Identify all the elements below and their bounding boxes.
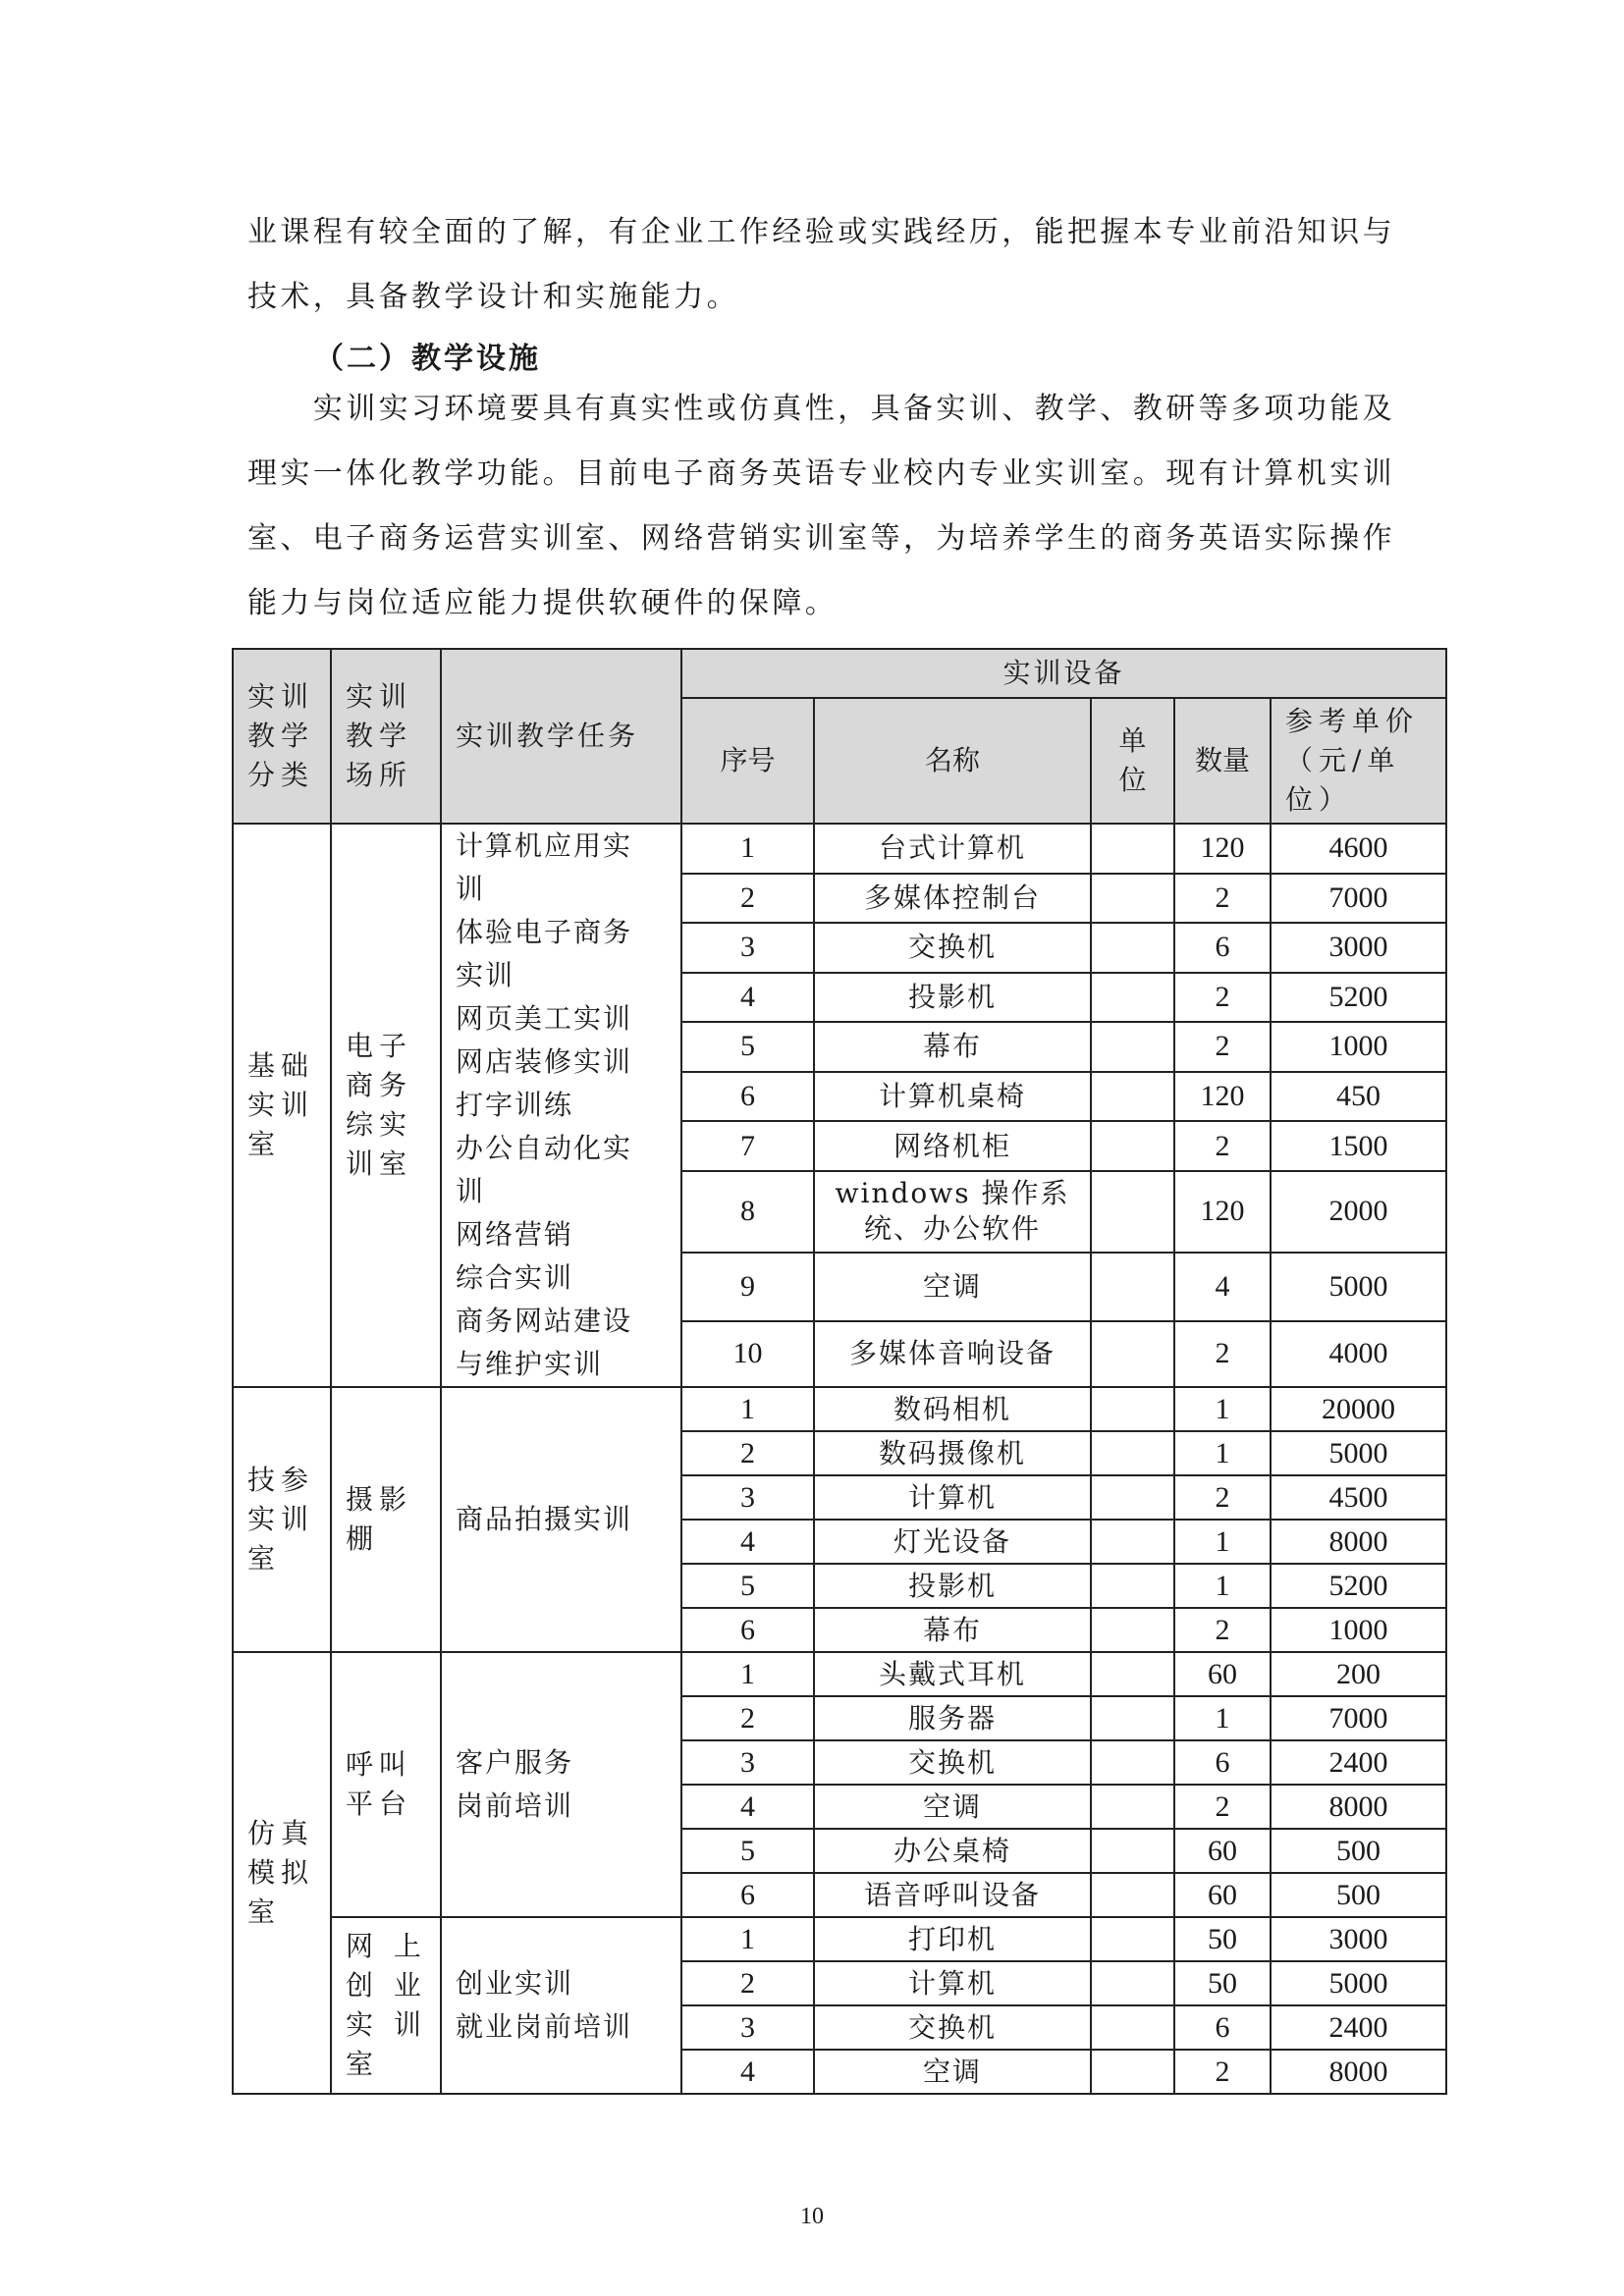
task-cell-line: 打字训练 [456, 1089, 574, 1121]
seq-cell: 5 [681, 1022, 814, 1072]
venue-cell-line: 网 上 [346, 1930, 427, 1962]
price-cell: 4000 [1271, 1321, 1446, 1387]
name-cell: 服务器 [814, 1696, 1091, 1740]
unit-cell [1091, 1917, 1174, 1961]
task-cell [441, 824, 681, 1387]
paragraph-line: 室、电子商务运营实训室、网络营销实训室等，为培养学生的商务英语实际操作 [247, 521, 1395, 556]
price-cell: 200 [1271, 1652, 1446, 1696]
seq-cell: 6 [681, 1873, 814, 1917]
qty-cell: 120 [1174, 1072, 1271, 1122]
qty-cell: 1 [1174, 1696, 1271, 1740]
name-cell: 计算机桌椅 [814, 1072, 1091, 1122]
price-cell: 5000 [1271, 1431, 1446, 1475]
price-cell: 3000 [1271, 923, 1446, 973]
price-cell: 20000 [1271, 1387, 1446, 1431]
price-cell: 5000 [1271, 1253, 1446, 1321]
price-cell: 450 [1271, 1072, 1446, 1122]
name-cell: 多媒体音响设备 [814, 1321, 1091, 1387]
seq-cell: 7 [681, 1121, 814, 1171]
header-venue-line: 实训 [346, 680, 413, 713]
category-cell [233, 824, 331, 1387]
name-cell: windows 操作系统、办公软件 [814, 1171, 1091, 1253]
qty-cell: 2 [1174, 1121, 1271, 1171]
venue-cell-line: 训室 [346, 1148, 413, 1180]
task-cell-line: 与维护实训 [456, 1348, 604, 1380]
qty-cell: 50 [1174, 1961, 1271, 2005]
unit-cell [1091, 1652, 1174, 1696]
seq-cell: 1 [681, 1917, 814, 1961]
task-cell-text [456, 825, 680, 1386]
qty-cell: 60 [1174, 1652, 1271, 1696]
price-cell: 8000 [1271, 1785, 1446, 1829]
unit-cell [1091, 1564, 1174, 1608]
seq-cell: 1 [681, 1652, 814, 1696]
qty-cell: 1 [1174, 1431, 1271, 1475]
paragraph-line: 能力与岗位适应能力提供软硬件的保障。 [247, 586, 839, 620]
venue-cell-line: 综实 [346, 1108, 413, 1141]
seq-cell: 4 [681, 2050, 814, 2094]
seq-cell: 8 [681, 1171, 814, 1253]
task-cell-text [456, 1962, 680, 2049]
seq-cell: 2 [681, 1431, 814, 1475]
price-cell: 5200 [1271, 1564, 1446, 1608]
task-cell-line: 岗前培训 [456, 1789, 574, 1822]
header-row [233, 649, 1446, 698]
name-cell: 打印机 [814, 1917, 1091, 1961]
task-cell [441, 1387, 681, 1652]
venue-cell-line: 摄影 [346, 1483, 413, 1516]
page-number: 10 [800, 2204, 824, 2229]
seq-cell: 6 [681, 1608, 814, 1652]
paragraph-line: 技术，具备教学设计和实施能力。 [247, 280, 739, 314]
task-cell-line: 训 [456, 873, 486, 905]
name-cell: 交换机 [814, 2005, 1091, 2050]
task-cell-line: 商品拍摄实训 [456, 1503, 633, 1535]
qty-cell: 2 [1174, 1785, 1271, 1829]
qty-cell: 2 [1174, 2050, 1271, 2094]
header-name: 名称 [814, 698, 1091, 824]
venue-cell [331, 1387, 441, 1652]
category-cell-line: 实训 [247, 1089, 315, 1121]
table-row [233, 1387, 1446, 1431]
venue-cell-line: 棚 [346, 1522, 380, 1555]
qty-cell: 60 [1174, 1829, 1271, 1873]
seq-cell: 2 [681, 1961, 814, 2005]
name-cell: 投影机 [814, 1564, 1091, 1608]
name-cell: 网络机柜 [814, 1121, 1091, 1171]
price-cell: 8000 [1271, 2050, 1446, 2094]
venue-cell-line: 呼叫 [346, 1748, 413, 1781]
task-cell-line: 实训 [456, 959, 515, 991]
name-cell: 多媒体控制台 [814, 874, 1091, 924]
price-cell: 8000 [1271, 1520, 1446, 1564]
name-cell: 灯光设备 [814, 1520, 1091, 1564]
venue-cell [331, 1917, 441, 2094]
qty-cell: 2 [1174, 973, 1271, 1023]
header-venue-text [346, 677, 440, 795]
unit-cell [1091, 923, 1174, 973]
name-cell: 办公桌椅 [814, 1829, 1091, 1873]
paragraph-line: 业课程有较全面的了解，有企业工作经验或实践经历，能把握本专业前沿知识与 [247, 215, 1395, 249]
name-cell: 投影机 [814, 973, 1091, 1023]
price-cell: 2400 [1271, 1740, 1446, 1785]
category-cell-line: 模拟 [247, 1856, 315, 1889]
qty-cell: 60 [1174, 1873, 1271, 1917]
header-price-line: 参考单价 [1285, 705, 1420, 737]
unit-cell [1091, 824, 1174, 874]
unit-cell [1091, 1022, 1174, 1072]
price-cell: 4500 [1271, 1475, 1446, 1520]
category-cell [233, 1387, 331, 1652]
name-cell: 交换机 [814, 1740, 1091, 1785]
venue-cell-text [346, 1745, 440, 1824]
task-cell-line: 网页美工实训 [456, 1002, 633, 1035]
header-task: 实训教学任务 [441, 649, 681, 824]
header-category-line: 教学 [247, 720, 315, 752]
unit-cell [1091, 1475, 1174, 1520]
seq-cell: 3 [681, 2005, 814, 2050]
header-category-text [247, 677, 330, 795]
qty-cell: 6 [1174, 923, 1271, 973]
qty-cell: 2 [1174, 1321, 1271, 1387]
table-row [233, 824, 1446, 874]
name-cell: 空调 [814, 1253, 1091, 1321]
price-cell: 7000 [1271, 874, 1446, 924]
venue-cell [331, 824, 441, 1387]
task-cell-line: 商务网站建设 [456, 1305, 633, 1337]
qty-cell: 2 [1174, 1022, 1271, 1072]
category-cell-line: 室 [247, 1896, 282, 1928]
seq-cell: 9 [681, 1253, 814, 1321]
venue-cell-line: 实 训 [346, 2008, 427, 2041]
category-cell-text [247, 1046, 330, 1164]
unit-cell [1091, 1740, 1174, 1785]
venue-cell-line: 电子 [346, 1030, 413, 1062]
unit-cell [1091, 2005, 1174, 2050]
unit-cell [1091, 1520, 1174, 1564]
table-row [233, 1652, 1446, 1696]
price-cell: 1000 [1271, 1608, 1446, 1652]
seq-cell: 10 [681, 1321, 814, 1387]
price-cell: 4600 [1271, 824, 1446, 874]
seq-cell: 5 [681, 1829, 814, 1873]
qty-cell: 1 [1174, 1387, 1271, 1431]
name-cell: 头戴式耳机 [814, 1652, 1091, 1696]
unit-cell [1091, 1873, 1174, 1917]
header-qty: 数量 [1174, 698, 1271, 824]
seq-cell: 4 [681, 1785, 814, 1829]
price-cell: 2400 [1271, 2005, 1446, 2050]
venue-cell-text [346, 1027, 440, 1184]
price-cell: 7000 [1271, 1696, 1446, 1740]
unit-cell [1091, 1961, 1174, 2005]
category-cell-line: 室 [247, 1542, 282, 1575]
task-cell-line: 综合实训 [456, 1261, 574, 1294]
seq-cell: 3 [681, 923, 814, 973]
unit-cell [1091, 1387, 1174, 1431]
name-cell: 计算机 [814, 1961, 1091, 2005]
name-cell: 幕布 [814, 1608, 1091, 1652]
qty-cell: 6 [1174, 1740, 1271, 1785]
paragraph-line: 实训实习环境要具有真实性或仿真性，具备实训、教学、教研等多项功能及 [247, 392, 1395, 426]
qty-cell: 1 [1174, 1564, 1271, 1608]
unit-cell [1091, 1829, 1174, 1873]
category-cell-line: 室 [247, 1128, 282, 1160]
venue-cell-line: 创 业 [346, 1969, 427, 2002]
task-cell [441, 1652, 681, 1917]
header-seq: 序号 [681, 698, 814, 824]
header-category [233, 649, 331, 824]
name-cell: 交换机 [814, 923, 1091, 973]
price-cell: 1000 [1271, 1022, 1446, 1072]
task-cell-line: 客户服务 [456, 1746, 574, 1779]
name-cell: 语音呼叫设备 [814, 1873, 1091, 1917]
qty-cell: 50 [1174, 1917, 1271, 1961]
paragraph-line: 理实一体化教学功能。目前电子商务英语专业校内专业实训室。现有计算机实训 [247, 456, 1395, 491]
unit-cell [1091, 874, 1174, 924]
header-venue-line: 场所 [346, 759, 413, 791]
category-cell-text [247, 1814, 330, 1932]
task-cell-line: 训 [456, 1175, 486, 1207]
equipment-table [232, 648, 1447, 2095]
name-cell: 空调 [814, 1785, 1091, 1829]
header-price-text [1285, 702, 1445, 820]
name-cell: 数码相机 [814, 1387, 1091, 1431]
table-row [233, 1917, 1446, 1961]
task-cell-line: 网店装修实训 [456, 1045, 633, 1078]
venue-cell-text [346, 1480, 440, 1559]
seq-cell: 6 [681, 1072, 814, 1122]
category-cell-line: 实训 [247, 1503, 315, 1535]
task-cell-line: 计算机应用实 [456, 829, 633, 862]
unit-cell [1091, 1696, 1174, 1740]
venue-cell [331, 1652, 441, 1917]
name-cell: 计算机 [814, 1475, 1091, 1520]
unit-cell [1091, 973, 1174, 1023]
seq-cell: 2 [681, 874, 814, 924]
category-cell-line: 技参 [247, 1464, 315, 1496]
header-price-line: （元/单 [1285, 744, 1401, 776]
task-cell-line: 体验电子商务 [456, 916, 633, 948]
name-cell: 空调 [814, 2050, 1091, 2094]
qty-cell: 120 [1174, 824, 1271, 874]
price-cell: 5200 [1271, 973, 1446, 1023]
price-cell: 2000 [1271, 1171, 1446, 1253]
header-price [1271, 698, 1446, 824]
category-cell-line: 基础 [247, 1049, 315, 1082]
seq-cell: 1 [681, 1387, 814, 1431]
seq-cell: 4 [681, 973, 814, 1023]
seq-cell: 4 [681, 1520, 814, 1564]
venue-cell-text [346, 1927, 440, 2084]
seq-cell: 3 [681, 1475, 814, 1520]
header-equipment: 实训设备 [681, 649, 1446, 698]
name-cell: 数码摄像机 [814, 1431, 1091, 1475]
header-unit-line: 单 [1118, 724, 1147, 757]
price-cell: 5000 [1271, 1961, 1446, 2005]
seq-cell: 2 [681, 1696, 814, 1740]
unit-cell [1091, 1072, 1174, 1122]
header-venue-line: 教学 [346, 720, 413, 752]
section-heading: （二）教学设施 [314, 342, 541, 376]
qty-cell: 120 [1174, 1171, 1271, 1253]
category-cell-line: 仿真 [247, 1817, 315, 1849]
name-cell: 台式计算机 [814, 824, 1091, 874]
qty-cell: 6 [1174, 2005, 1271, 2050]
task-cell [441, 1917, 681, 2094]
header-unit-text [1092, 721, 1173, 800]
unit-cell [1091, 2050, 1174, 2094]
header-unit-line: 位 [1118, 764, 1147, 796]
task-cell-text [456, 1741, 680, 1828]
unit-cell [1091, 1253, 1174, 1321]
category-cell-text [247, 1461, 330, 1578]
unit-cell [1091, 1785, 1174, 1829]
unit-cell [1091, 1608, 1174, 1652]
venue-cell-line: 商务 [346, 1069, 413, 1101]
qty-cell: 4 [1174, 1253, 1271, 1321]
task-cell-line: 网络营销 [456, 1218, 574, 1251]
header-price-line: 位） [1285, 783, 1353, 816]
header-unit [1091, 698, 1174, 824]
unit-cell [1091, 1431, 1174, 1475]
seq-cell: 5 [681, 1564, 814, 1608]
venue-cell-line: 平台 [346, 1788, 413, 1820]
header-category-line: 实训 [247, 680, 315, 713]
header-category-line: 分类 [247, 759, 315, 791]
name-cell: 幕布 [814, 1022, 1091, 1072]
venue-cell-line: 室 [346, 2048, 380, 2080]
task-cell-text [456, 1498, 680, 1541]
price-cell: 1500 [1271, 1121, 1446, 1171]
task-cell-line: 创业实训 [456, 1967, 574, 2000]
unit-cell [1091, 1121, 1174, 1171]
header-venue [331, 649, 441, 824]
task-cell-line: 办公自动化实 [456, 1132, 633, 1164]
price-cell: 500 [1271, 1873, 1446, 1917]
unit-cell [1091, 1321, 1174, 1387]
price-cell: 500 [1271, 1829, 1446, 1873]
qty-cell: 2 [1174, 1475, 1271, 1520]
qty-cell: 2 [1174, 1608, 1271, 1652]
unit-cell [1091, 1171, 1174, 1253]
price-cell: 3000 [1271, 1917, 1446, 1961]
task-cell-line: 就业岗前培训 [456, 2010, 633, 2043]
seq-cell: 3 [681, 1740, 814, 1785]
seq-cell: 1 [681, 824, 814, 874]
category-cell [233, 1652, 331, 2094]
qty-cell: 2 [1174, 874, 1271, 924]
qty-cell: 1 [1174, 1520, 1271, 1564]
